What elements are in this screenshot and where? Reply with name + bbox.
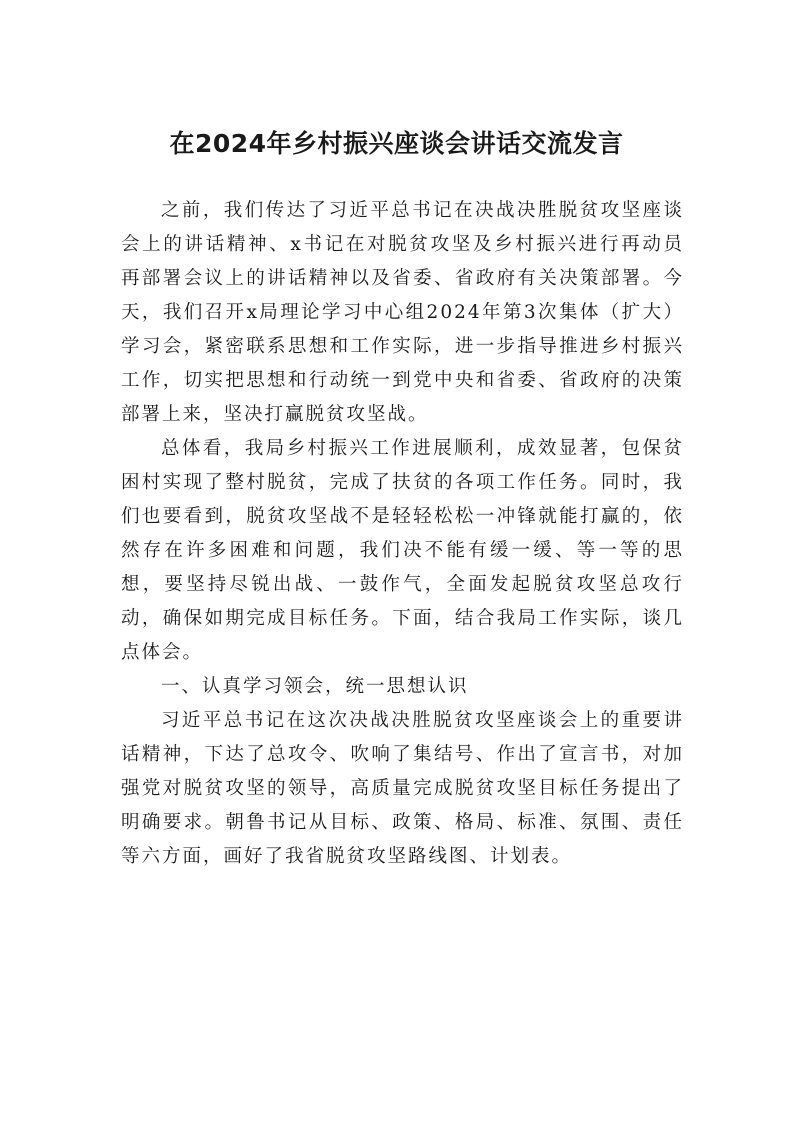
document-body <box>121 194 684 874</box>
document-title: 在2024年乡村振兴座谈会讲话交流发言 <box>169 129 624 158</box>
section-heading: 一、认真学习领会，统一思想认识 <box>161 676 469 697</box>
paragraph-section-one: 习近平总书记在这次决战决胜脱贫攻坚座谈会上的重要讲话精神，下达了总攻令、吹响了集结号、作出了宣言书，对加强党对脱贫攻坚的领导，高质量完成脱贫攻坚目标任务提出了明确要求。朝鲁书记从目标、政策、格局、标准、氛围、责任等六方面，画好了我省脱贫攻坚路线图、计划表。 <box>121 710 684 867</box>
paragraph-overview: 总体看，我局乡村振兴工作进展顺利，成效显著，包保贫困村实现了整村脱贫，完成了扶贫的各项工作任务。同时，我们也要看到，脱贫攻坚战不是轻轻松松一冲锋就能打赢的，依然存在许多困难和问题，我们决不能有缓一缓、等一等的思想，要坚持尽锐出战、一鼓作气，全面发起脱贫攻坚总攻行动，确保如期完成目标任务。下面，结合我局工作实际，谈几点体会。 <box>121 438 684 663</box>
paragraph-intro: 之前，我们传达了习近平总书记在决战决胜脱贫攻坚座谈会上的讲话精神、x书记在对脱贫攻坚及乡村振兴进行再动员再部署会议上的讲话精神以及省委、省政府有关决策部署。今天，我们召开x局理论学习中心组2024年第3次集体（扩大）学习会，紧密联系思想和工作实际，进一步指导推进乡村振兴工作，切实把思想和行动统一到党中央和省委、省政府的决策部署上来，坚决打赢脱贫攻坚战。 <box>121 200 684 425</box>
